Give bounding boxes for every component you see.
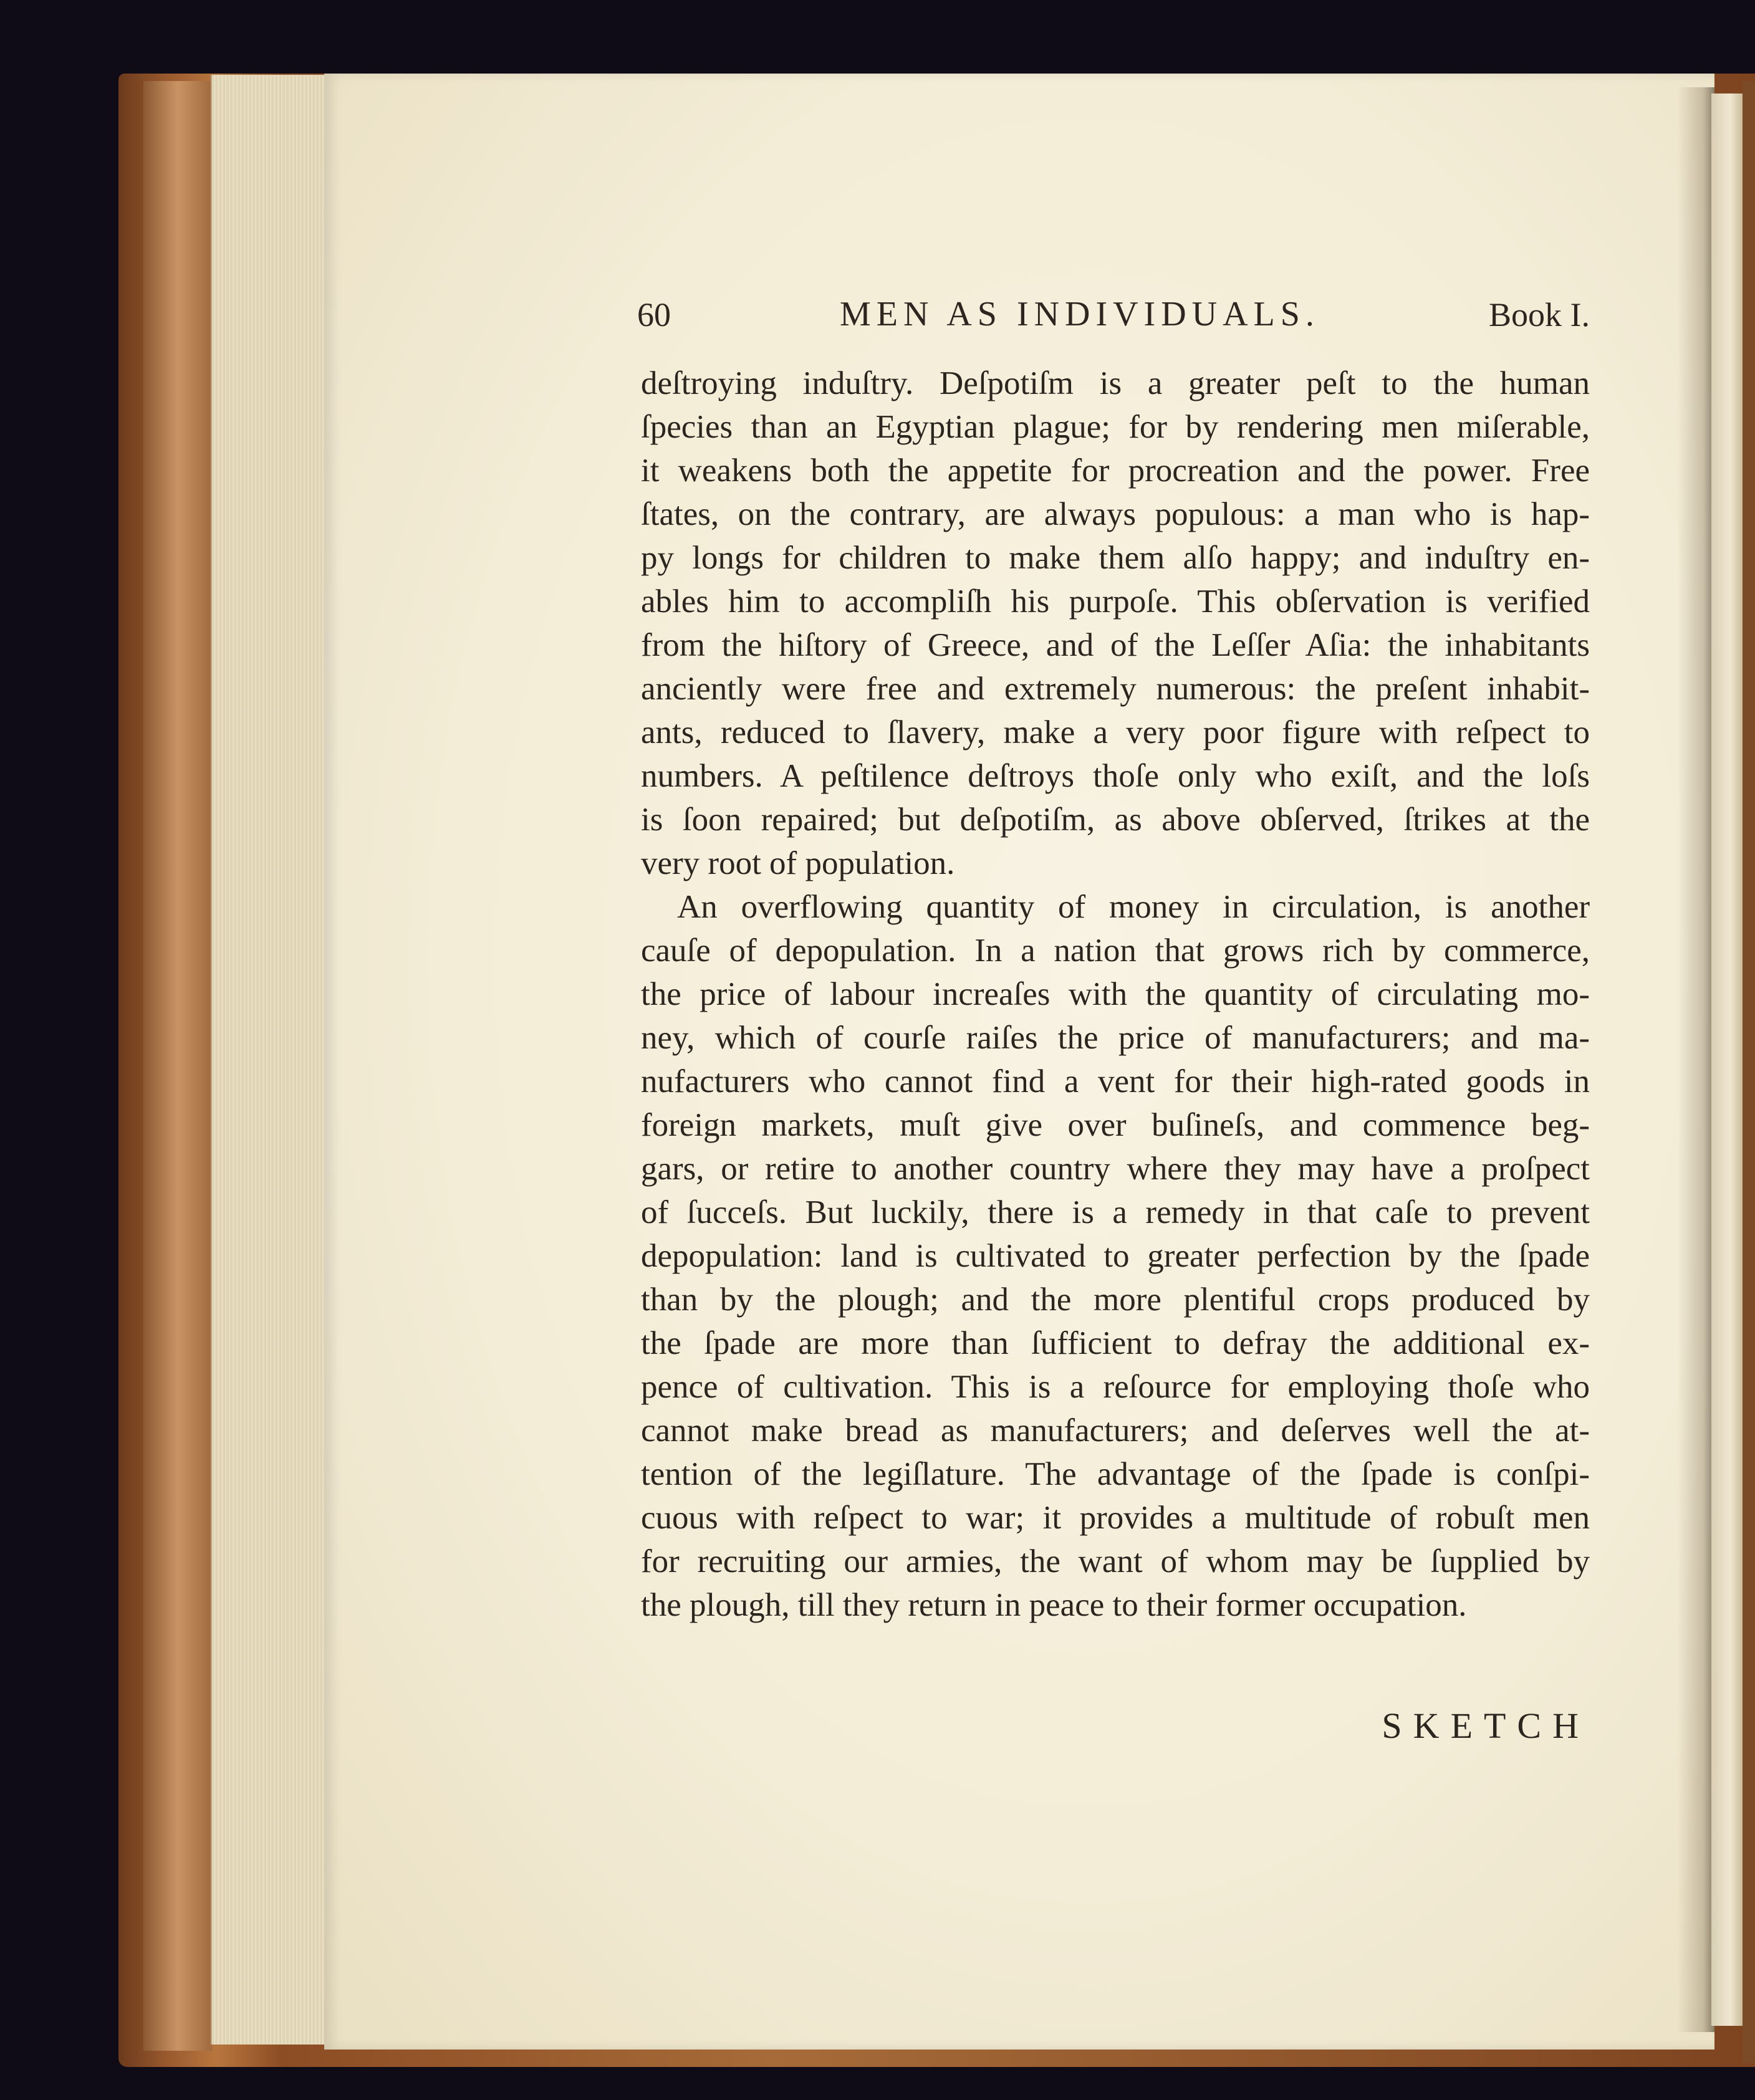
text-line: numbers. A peſtilence deſtroys thoſe only who exiſt, and the loſs xyxy=(641,758,1590,794)
text-line: ants, reduced to ſlavery, make a very poor figure with reſpect to xyxy=(641,714,1590,750)
text-line: pence of cultivation. This is a reſource for employing thoſe who xyxy=(641,1369,1590,1405)
text-line: foreign markets, muſt give over buſineſs, and commence beg- xyxy=(641,1107,1590,1143)
page-edges xyxy=(211,75,330,2045)
text-line: ſtates, on the contrary, are always populous: a man who is hap- xyxy=(641,496,1590,532)
page-header xyxy=(637,292,1590,342)
text-line: nufacturers who cannot find a vent for their high-rated goods in xyxy=(641,1063,1590,1100)
text-line: the plough, till they return in peace to their former occupation. xyxy=(641,1587,1467,1623)
text-line: very root of population. xyxy=(641,845,955,881)
text-line: is ſoon repaired; but deſpotiſm, as above obſerved, ſtrikes at the xyxy=(641,802,1590,838)
text-line: cauſe of depopulation. In a nation that grows rich by commerce, xyxy=(641,933,1590,969)
page-body xyxy=(641,362,1590,1627)
text-line: anciently were free and extremely numerous: the preſent inhabit- xyxy=(641,671,1590,707)
book-spine-edge xyxy=(143,81,212,2051)
text-line: it weakens both the appetite for procreation and the power. Free xyxy=(641,453,1590,489)
text-line: of ſucceſs. But luckily, there is a remedy in that caſe to prevent xyxy=(641,1194,1590,1230)
text-line: the ſpade are more than ſufficient to defray the additional ex- xyxy=(641,1325,1590,1361)
text-line: depopulation: land is cultivated to greater perfection by the ſpade xyxy=(641,1238,1590,1274)
text-line: ſpecies than an Egyptian plague; for by rendering men miſerable, xyxy=(641,409,1590,445)
text-line: than by the plough; and the more plentiful crops produced by xyxy=(641,1282,1590,1318)
text-line: the price of labour increaſes with the quantity of circulating mo- xyxy=(641,976,1590,1012)
text-line: gars, or retire to another country where they may have a proſpect xyxy=(641,1151,1590,1187)
text-line: cuous with reſpect to war; it provides a multitude of robuſt men xyxy=(641,1500,1590,1536)
text-line: deſtroying induſtry. Deſpotiſm is a greater peſt to the human xyxy=(641,365,1590,401)
text-line: from the hiſtory of Greece, and of the Leſſer Aſia: the inhabitants xyxy=(641,627,1590,663)
text-line: py longs for children to make them alſo happy; and induſtry en- xyxy=(641,540,1590,576)
text-line: cannot make bread as manufacturers; and deſerves well the at- xyxy=(641,1412,1590,1449)
page-gutter-shadow xyxy=(1677,87,1714,2032)
facing-page-edge xyxy=(1711,93,1743,2026)
book-label: Book I. xyxy=(1489,296,1590,333)
text-line: tention of the legiſlature. The advantage of the ſpade is conſpi- xyxy=(641,1456,1590,1492)
text-line: ney, which of courſe raiſes the price of manufacturers; and ma- xyxy=(641,1020,1590,1056)
page-number: 60 xyxy=(637,296,671,333)
text-line: ables him to accompliſh his purpoſe. This obſervation is verified xyxy=(641,583,1590,620)
catchword: SKETCH xyxy=(1382,1705,1590,1746)
right-cover-edge xyxy=(1743,81,1755,2063)
text-line: for recruiting our armies, the want of whom may be ſupplied by xyxy=(641,1543,1590,1580)
text-line: An overflowing quantity of money in circulation, is another xyxy=(677,889,1590,925)
running-title: MEN AS INDIVIDUALS. xyxy=(840,295,1320,333)
